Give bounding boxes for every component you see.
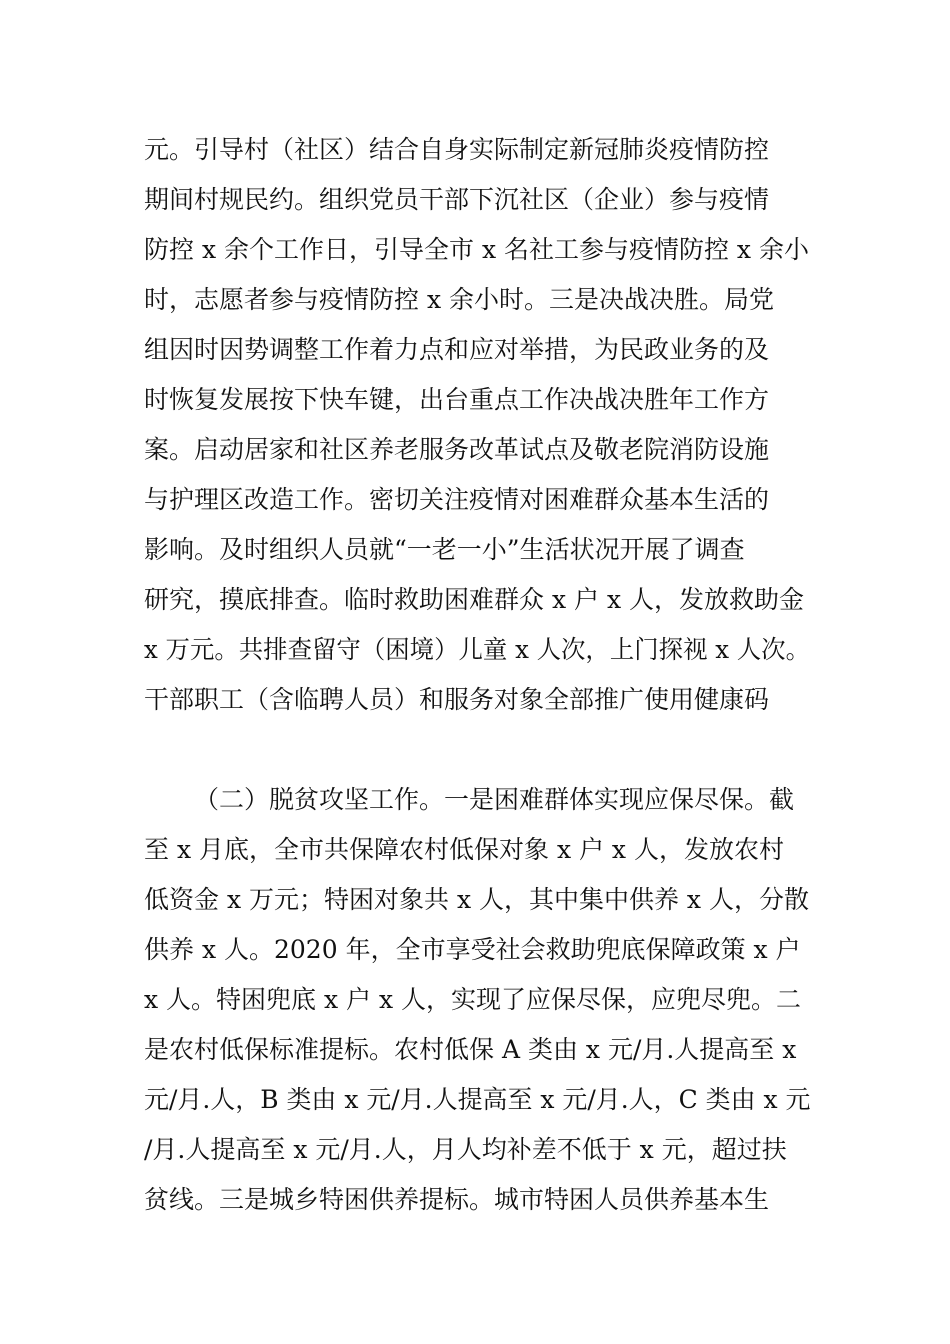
paragraph-heading-line: （二）脱贫攻坚工作。一是困难群体实现应保尽保。截 bbox=[194, 785, 795, 814]
text-line: 时恢复发展按下快车键，出台重点工作决战决胜年工作方 bbox=[144, 385, 770, 414]
text-line: 元/月.人，B 类由 x 元/月.人提高至 x 元/月.人，C 类由 x 元 bbox=[144, 1085, 811, 1114]
text-line: 影响。及时组织人员就“一老一小”生活状况开展了调查 bbox=[144, 535, 745, 564]
text-line: /月.人提高至 x 元/月.人，月人均补差不低于 x 元，超过扶 bbox=[144, 1135, 787, 1164]
text-line: 时，志愿者参与疫情防控 x 余小时。三是决战决胜。局党 bbox=[144, 285, 774, 314]
text-line: x 人。特困兜底 x 户 x 人，实现了应保尽保，应兜尽兜。二 bbox=[144, 985, 802, 1014]
text-line: 与护理区改造工作。密切关注疫情对困难群众基本生活的 bbox=[144, 485, 770, 514]
text-line: 是农村低保标准提标。农村低保 A 类由 x 元/月.人提高至 x bbox=[144, 1035, 797, 1064]
text-line: 供养 x 人。2020 年，全市享受社会救助兜底保障政策 x 户 bbox=[144, 935, 801, 964]
text-line: 低资金 x 万元；特困对象共 x 人，其中集中供养 x 人，分散 bbox=[144, 885, 809, 914]
text-line: 组因时因势调整工作着力点和应对举措，为民政业务的及 bbox=[144, 335, 770, 364]
text-line: 防控 x 余个工作日，引导全市 x 名社工参与疫情防控 x 余小 bbox=[144, 235, 809, 264]
text-line: 至 x 月底，全市共保障农村低保对象 x 户 x 人，发放农村 bbox=[144, 835, 784, 864]
text-line: 贫线。三是城乡特困供养提标。城市特困人员供养基本生 bbox=[144, 1185, 770, 1214]
text-line: x 万元。共排查留守（困境）儿童 x 人次，上门探视 x 人次。 bbox=[144, 635, 811, 664]
text-line: 元。引导村（社区）结合自身实际制定新冠肺炎疫情防控 bbox=[144, 135, 770, 164]
text-line: 期间村规民约。组织党员干部下沉社区（企业）参与疫情 bbox=[144, 185, 770, 214]
text-line: 案。启动居家和社区养老服务改革试点及敬老院消防设施 bbox=[144, 435, 770, 464]
text-line: 干部职工（含临聘人员）和服务对象全部推广使用健康码 bbox=[144, 685, 770, 714]
text-line: 研究，摸底排查。临时救助困难群众 x 户 x 人，发放救助金 bbox=[144, 585, 804, 614]
